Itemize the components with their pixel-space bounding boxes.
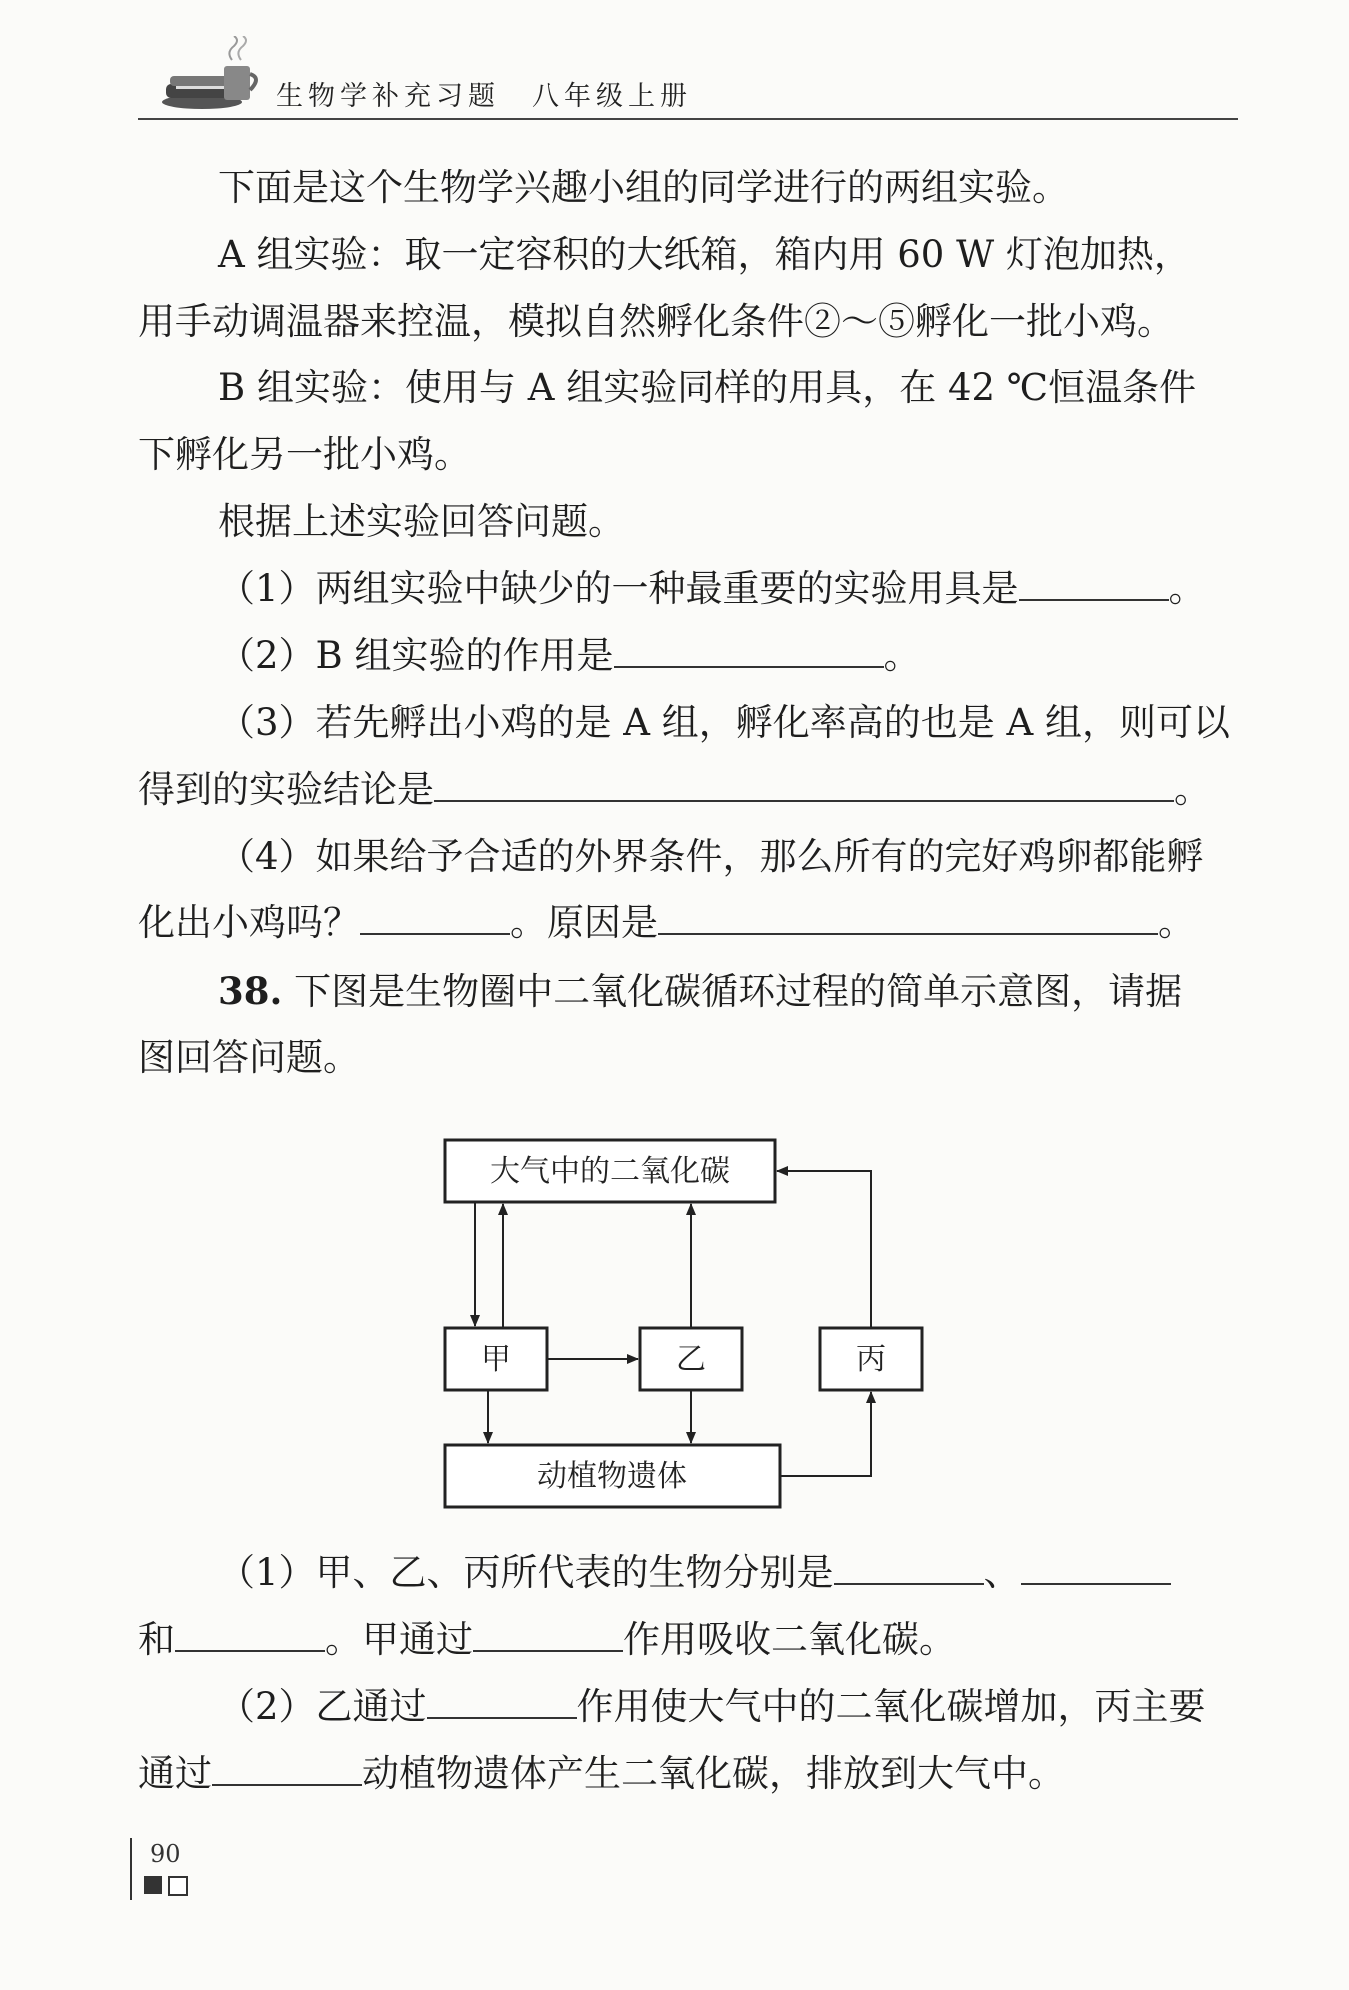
period: 。 (1174, 768, 1211, 811)
question-38 (138, 967, 1238, 1016)
footer-bar (130, 1838, 132, 1900)
period: 。 (883, 634, 921, 677)
bing-label: 丙 (856, 1342, 886, 1377)
jia-label: 甲 (481, 1342, 511, 1377)
period: 。 (1168, 567, 1206, 610)
atmosphere-co2-label: 大气中的二氧化碳 (490, 1154, 730, 1189)
question-number: 38. (218, 969, 283, 1013)
answer-blank[interactable] (658, 899, 1158, 935)
text-line: 图回答问题。 (138, 1036, 360, 1079)
text-via: 通过 (138, 1752, 212, 1795)
question-4-text: 化出小鸡吗？ (138, 901, 360, 944)
text-yi-via: （2）乙通过 (218, 1685, 427, 1728)
question-4-cont (138, 899, 1238, 947)
question-2-text: （2）B 组实验的作用是 (218, 634, 614, 677)
sub-question-2-cont (138, 1750, 1238, 1798)
sub-question-2 (138, 1683, 1238, 1731)
question-1 (138, 565, 1238, 613)
question-4: （4）如果给予合适的外界条件，那么所有的完好鸡卵都能孵 (218, 835, 1204, 878)
carbon-cycle-diagram (440, 1135, 940, 1520)
filled-square-icon (144, 1876, 162, 1894)
sub-question-1 (138, 1549, 1238, 1597)
books-and-cup-icon (158, 36, 268, 116)
text-he: 和 (138, 1618, 175, 1661)
yi-label: 乙 (676, 1342, 706, 1377)
question-38-text: 下图是生物圈中二氧化碳循环过程的简单示意图，请据 (282, 970, 1183, 1013)
page-header (138, 30, 1238, 122)
text-line: 下面是这个生物学兴趣小组的同学进行的两组实验。 (218, 166, 1069, 209)
page-number: 90 (150, 1840, 181, 1868)
question-1-text: （1）两组实验中缺少的一种最重要的实验用具是 (218, 567, 1019, 610)
text-line: 下孵化另一批小鸡。 (138, 433, 471, 476)
question-3-cont (138, 766, 1238, 814)
sub-question-1-text: （1）甲、乙、丙所代表的生物分别是 (218, 1551, 834, 1594)
period: 。 (1158, 901, 1195, 944)
book-title: 生物学补充习题 八年级上册 (276, 81, 692, 112)
arrow-remains-to-bing (780, 1392, 871, 1476)
answer-blank[interactable] (1021, 1549, 1171, 1585)
answer-blank[interactable] (834, 1549, 984, 1585)
answer-blank[interactable] (360, 899, 510, 935)
answer-blank[interactable] (427, 1683, 577, 1719)
text-line: 根据上述实验回答问题。 (218, 500, 625, 543)
text-line: B 组实验：使用与 A 组实验同样的用具，在 42 ℃恒温条件 (218, 366, 1197, 409)
separator: 、 (983, 1551, 1021, 1594)
answer-blank[interactable] (614, 632, 884, 668)
header-rule (138, 118, 1238, 120)
question-3-text: 得到的实验结论是 (138, 768, 434, 811)
text-line: 用手动调温器来控温，模拟自然孵化条件②～⑤孵化一批小鸡。 (138, 300, 1174, 343)
question-2 (138, 632, 1238, 680)
text-increase: 作用使大气中的二氧化碳增加，丙主要 (576, 1685, 1206, 1728)
question-4-reason: 。原因是 (510, 901, 658, 944)
arrow-bing-to-co2 (777, 1171, 871, 1328)
text-absorb: 作用吸收二氧化碳。 (623, 1618, 956, 1661)
empty-square-icon (168, 1876, 188, 1896)
text-jia-via: 。甲通过 (325, 1618, 473, 1661)
remains-label: 动植物遗体 (537, 1459, 687, 1494)
sub-question-1-cont (138, 1616, 1238, 1664)
text-line: A 组实验：取一定容积的大纸箱，箱内用 60 W 灯泡加热， (218, 233, 1191, 276)
answer-blank[interactable] (434, 766, 1174, 802)
answer-blank[interactable] (1019, 565, 1169, 601)
text-emit: 动植物遗体产生二氧化碳，排放到大气中。 (362, 1752, 1065, 1795)
answer-blank[interactable] (175, 1616, 325, 1652)
answer-blank[interactable] (473, 1616, 623, 1652)
answer-blank[interactable] (212, 1750, 362, 1786)
question-3: （3）若先孵出小鸡的是 A 组，孵化率高的也是 A 组，则可以 (218, 701, 1231, 744)
